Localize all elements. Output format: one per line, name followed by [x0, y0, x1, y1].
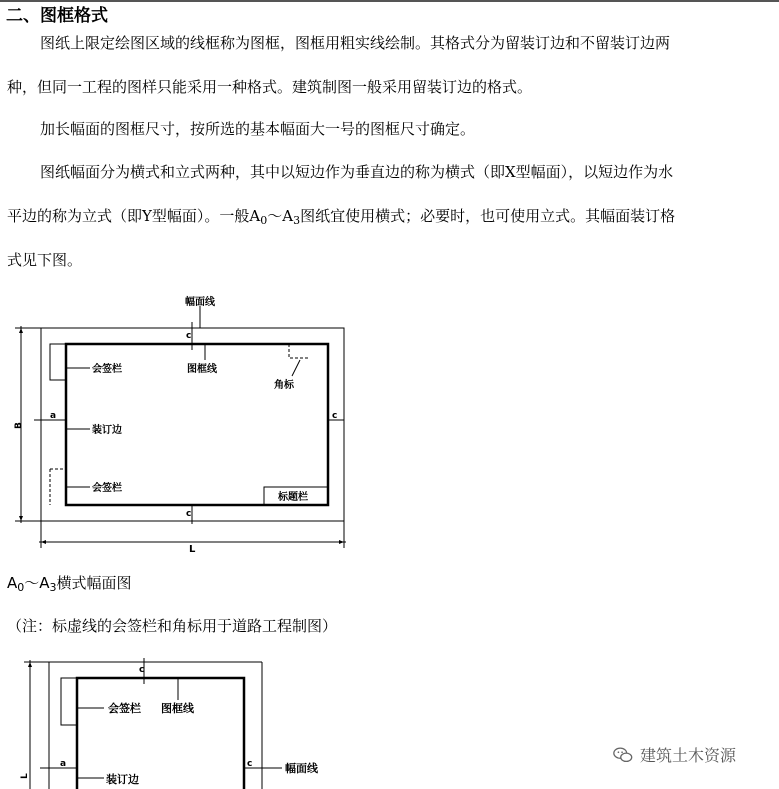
label-dim-a-portrait: a [60, 759, 67, 769]
paragraph-2: 加长幅面的图框尺寸，按所选的基本幅面大一号的图框尺寸确定。 [40, 120, 476, 138]
label-sign-field-portrait: 会签栏 [108, 702, 141, 715]
label-frame-line: 图框线 [187, 364, 217, 375]
label-binding-edge: 装订边 [92, 425, 122, 436]
wechat-icon [612, 744, 634, 766]
label-sign-field-top: 会签栏 [92, 364, 122, 375]
label-corner-mark: 角标 [274, 380, 294, 391]
label-dim-a: a [50, 411, 57, 421]
paragraph-3-line-3: 式见下图。 [7, 251, 83, 269]
label-dim-c-right-portrait: c [247, 759, 253, 769]
sign-field-top-box [50, 344, 66, 380]
label-dim-c-top-portrait: c [139, 665, 145, 675]
label-binding-edge-portrait: 装订边 [106, 773, 139, 786]
label-sheet-line-portrait: 幅面线 [285, 762, 318, 775]
paragraph-3-line-1: 图纸幅面分为横式和立式两种，其中以短边作为垂直边的称为横式（即X型幅面），以短边作为水 [40, 163, 674, 181]
figure-portrait-format [24, 658, 282, 789]
paragraph-1-line-1: 图纸上限定绘图区域的线框称为图框，图框用粗实线绘制。其格式分为留装订边和不留装订边两 [40, 34, 671, 52]
paragraph-3-line-2: 平边的称为立式（即Y型幅面）。一般$A_0\sim A_3$图纸宜使用横式；必要时，也可使用立式。其幅面装订格 [7, 207, 676, 227]
label-frame-line-portrait: 图框线 [161, 702, 194, 715]
sign-field-bottom-dashed [50, 469, 66, 505]
figure-caption: $A_0\sim A_3$横式幅面图 [7, 574, 132, 594]
paragraph-1-line-2: 种，但同一工程的图样只能采用一种格式。建筑制图一般采用留装订边的格式。 [7, 78, 533, 96]
label-dim-L: L [189, 544, 196, 555]
section-heading: 二、图框格式 [6, 6, 108, 26]
label-dim-c-bottom: c [186, 509, 192, 519]
watermark [612, 743, 736, 766]
label-title-block: 标题栏 [278, 492, 308, 503]
corner-mark-dashed [289, 344, 310, 358]
figure-note: （注：标虚线的会签栏和角标用于道路工程制图） [7, 617, 338, 635]
label-dim-c-right: c [332, 411, 338, 421]
label-dim-B: B [14, 422, 24, 429]
label-dim-L-portrait: L [20, 773, 30, 779]
label-dim-c-top: c [186, 331, 192, 341]
label-sign-field-bottom: 会签栏 [92, 483, 122, 494]
label-sheet-line: 幅面线 [185, 297, 215, 308]
watermark-text: 建筑土木资源 [640, 746, 737, 765]
